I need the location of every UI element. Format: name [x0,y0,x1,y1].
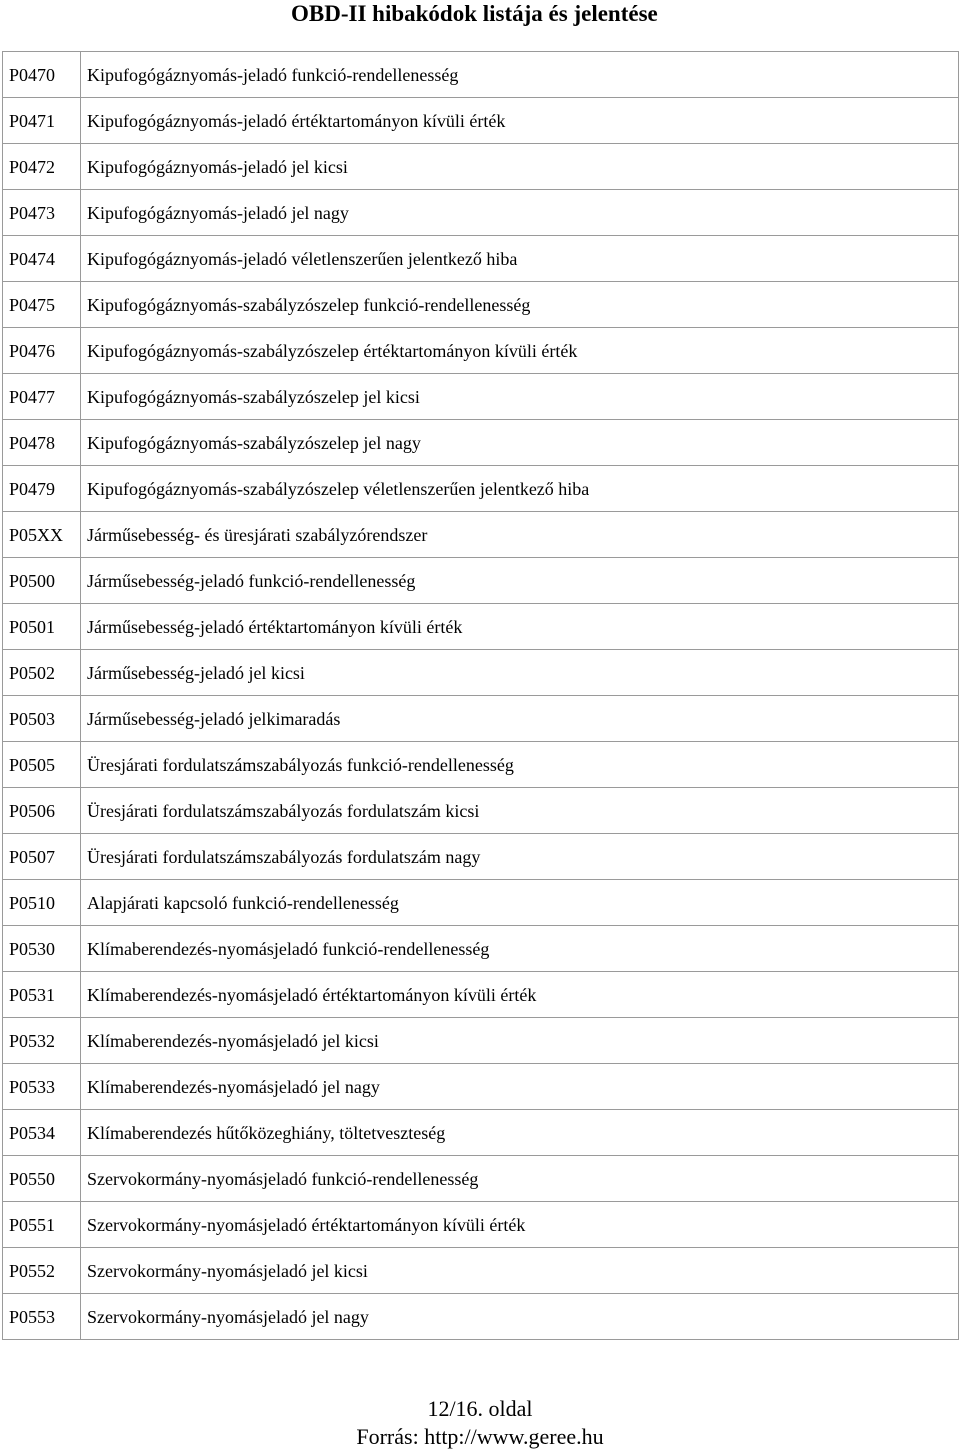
table-row [3,420,959,466]
error-code-cell: P0506 [3,788,81,834]
error-description-cell: Kipufogógáznyomás-jeladó funkció-rendellenesség [81,52,959,98]
obd-code-table [2,51,959,1340]
table-row [3,282,959,328]
obd-code-table-body [3,52,959,1340]
table-row [3,144,959,190]
table-row [3,236,959,282]
error-code-cell: P0507 [3,834,81,880]
error-description-cell: Klímaberendezés-nyomásjeladó jel nagy [81,1064,959,1110]
error-code-cell: P0471 [3,98,81,144]
error-description-cell: Kipufogógáznyomás-szabályzószelep jel kicsi [81,374,959,420]
error-code-cell: P0477 [3,374,81,420]
table-row [3,880,959,926]
table-row [3,1110,959,1156]
page-number: 12/16. oldal [427,1396,533,1421]
table-row [3,1156,959,1202]
table-row [3,1202,959,1248]
table-row [3,972,959,1018]
page-title: OBD-II hibakódok listája és jelentése [291,1,658,26]
table-row [3,1248,959,1294]
error-code-cell: P0479 [3,466,81,512]
error-code-cell: P0552 [3,1248,81,1294]
error-description-cell: Üresjárati fordulatszámszabályozás funkció-rendellenesség [81,742,959,788]
table-row [3,512,959,558]
error-code-cell: P0474 [3,236,81,282]
error-code-cell: P0475 [3,282,81,328]
error-description-cell: Kipufogógáznyomás-szabályzószelep véletlenszerűen jelentkező hiba [81,466,959,512]
table-row [3,190,959,236]
table-row [3,834,959,880]
page-header [0,0,960,30]
table-row [3,650,959,696]
error-description-cell: Klímaberendezés-nyomásjeladó funkció-rendellenesség [81,926,959,972]
table-row [3,98,959,144]
error-description-cell: Járműsebesség-jeladó jel kicsi [81,650,959,696]
error-code-cell: P0500 [3,558,81,604]
error-code-cell: P0530 [3,926,81,972]
error-description-cell: Kipufogógáznyomás-jeladó véletlenszerűen jelentkező hiba [81,236,959,282]
error-description-cell: Kipufogógáznyomás-szabályzószelep jel nagy [81,420,959,466]
error-description-cell: Klímaberendezés-nyomásjeladó értéktartományon kívüli érték [81,972,959,1018]
error-description-cell: Alapjárati kapcsoló funkció-rendellenesség [81,880,959,926]
table-row [3,696,959,742]
table-row [3,374,959,420]
source-line: Forrás: http://www.geree.hu [356,1424,604,1449]
error-code-cell: P0553 [3,1294,81,1340]
table-row [3,328,959,374]
error-code-cell: P05XX [3,512,81,558]
error-code-cell: P0502 [3,650,81,696]
table-row [3,604,959,650]
table-row [3,926,959,972]
error-description-cell: Klímaberendezés-nyomásjeladó jel kicsi [81,1018,959,1064]
error-code-cell: P0476 [3,328,81,374]
error-code-cell: P0534 [3,1110,81,1156]
error-description-cell: Üresjárati fordulatszámszabályozás fordulatszám nagy [81,834,959,880]
error-description-cell: Járműsebesség-jeladó jelkimaradás [81,696,959,742]
error-description-cell: Szervokormány-nyomásjeladó jel nagy [81,1294,959,1340]
table-row [3,1294,959,1340]
table-row [3,742,959,788]
table-row [3,1018,959,1064]
table-row [3,52,959,98]
table-row [3,466,959,512]
error-code-cell: P0501 [3,604,81,650]
error-description-cell: Szervokormány-nyomásjeladó funkció-rendellenesség [81,1156,959,1202]
error-code-cell: P0531 [3,972,81,1018]
error-code-cell: P0478 [3,420,81,466]
error-description-cell: Járműsebesség- és üresjárati szabályzórendszer [81,512,959,558]
error-description-cell: Kipufogógáznyomás-jeladó jel kicsi [81,144,959,190]
table-row [3,558,959,604]
error-code-cell: P0473 [3,190,81,236]
error-code-cell: P0470 [3,52,81,98]
error-description-cell: Üresjárati fordulatszámszabályozás fordulatszám kicsi [81,788,959,834]
error-code-cell: P0503 [3,696,81,742]
error-description-cell: Klímaberendezés hűtőközeghiány, töltetveszteség [81,1110,959,1156]
error-code-cell: P0551 [3,1202,81,1248]
error-description-cell: Kipufogógáznyomás-szabályzószelep funkció-rendellenesség [81,282,959,328]
error-code-cell: P0532 [3,1018,81,1064]
table-row [3,788,959,834]
error-description-cell: Járműsebesség-jeladó funkció-rendellenesség [81,558,959,604]
table-row [3,1064,959,1110]
error-description-cell: Kipufogógáznyomás-jeladó értéktartományon kívüli érték [81,98,959,144]
error-code-cell: P0510 [3,880,81,926]
error-code-cell: P0505 [3,742,81,788]
error-code-cell: P0550 [3,1156,81,1202]
error-description-cell: Kipufogógáznyomás-szabályzószelep értéktartományon kívüli érték [81,328,959,374]
error-description-cell: Szervokormány-nyomásjeladó értéktartományon kívüli érték [81,1202,959,1248]
error-description-cell: Járműsebesség-jeladó értéktartományon kívüli érték [81,604,959,650]
error-description-cell: Szervokormány-nyomásjeladó jel kicsi [81,1248,959,1294]
error-code-cell: P0472 [3,144,81,190]
error-code-cell: P0533 [3,1064,81,1110]
error-description-cell: Kipufogógáznyomás-jeladó jel nagy [81,190,959,236]
